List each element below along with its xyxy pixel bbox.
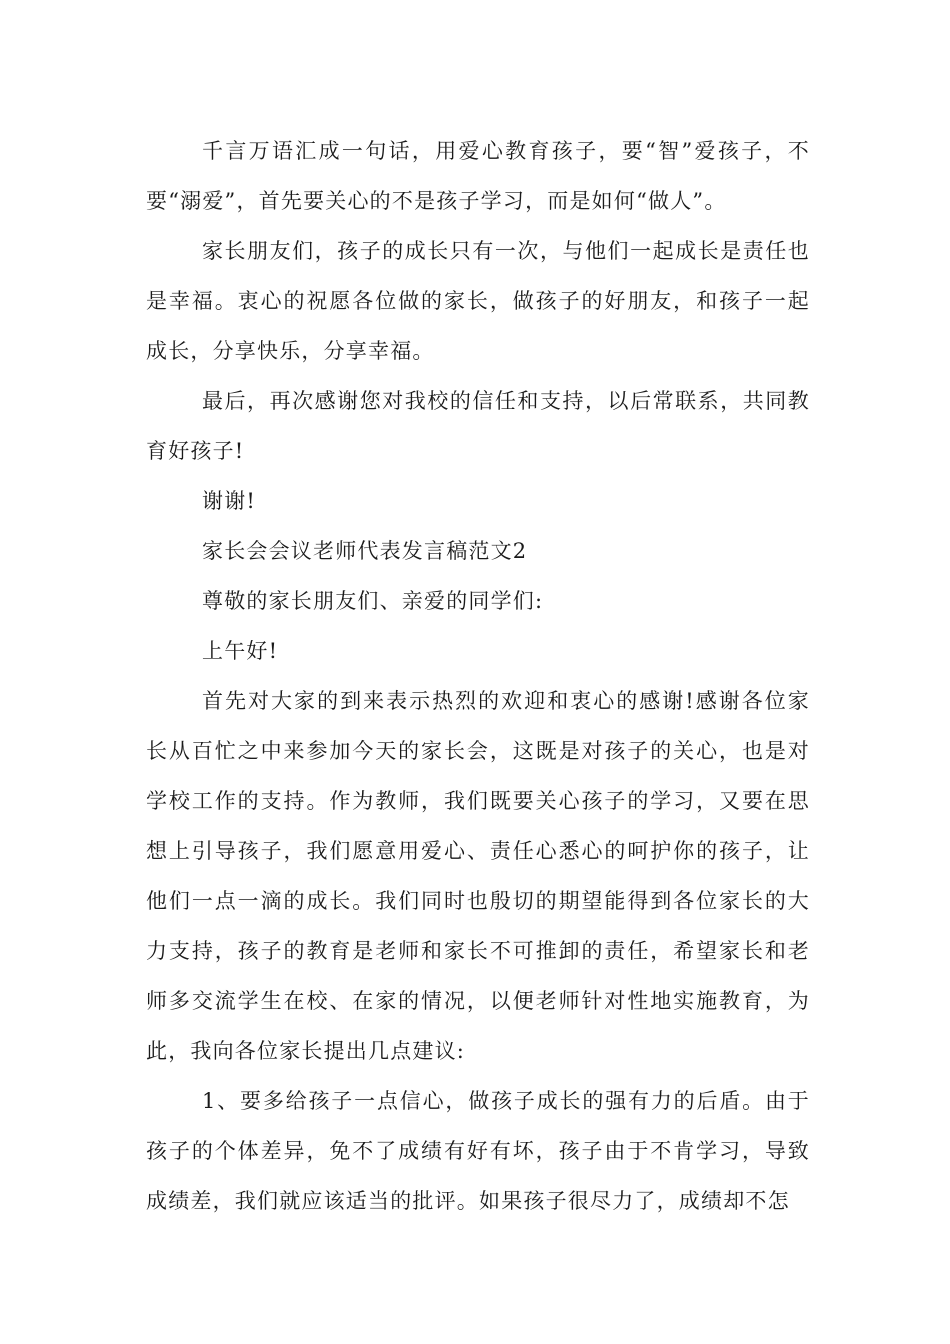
salutation: 尊敬的家长朋友们、亲爱的同学们:: [202, 589, 544, 613]
paragraph-thanks: 最后，再次感谢您对我校的信任和支持，以后常联系，共同教育好孩子!: [146, 389, 810, 463]
greeting: 上午好!: [202, 639, 279, 663]
paragraph-wishes: 家长朋友们，孩子的成长只有一次，与他们一起成长是责任也是幸福。衷心的祝愿各位做的家长，做孩子的好朋友，和孩子一起成长，分享快乐，分享幸福。: [146, 239, 810, 363]
paragraph-conclusion: 千言万语汇成一句话，用爱心教育孩子，要“智”爱孩子，不要“溺爱”，首先要关心的不是孩子学习，而是如何“做人”。: [146, 139, 810, 213]
paragraph-thank-you: 谢谢!: [202, 489, 257, 513]
paragraph-suggestion-1: 1、要多给孩子一点信心，做孩子成长的强有力的后盾。由于孩子的个体差异，免不了成绩有好有坏，孩子由于不肯学习，导致成绩差，我们就应该适当的批评。如果孩子很尽力了，成绩却不怎: [146, 1089, 810, 1213]
section-title: 家长会会议老师代表发言稿范文2: [202, 539, 528, 563]
paragraph-welcome: 首先对大家的到来表示热烈的欢迎和衷心的感谢!感谢各位家长从百忙之中来参加今天的家长会，这既是对孩子的关心，也是对学校工作的支持。作为教师，我们既要关心孩子的学习，又要在思想上引导孩子，我们愿意用爱心、责任心悉心的呵护你的孩子，让他们一点一滴的成长。我们同时也殷切的期望能得到各位家长的大力支持，孩子的教育是老师和家长不可推卸的责任，希望家长和老师多交流学生在校、在家的情况，以便老师针对性地实施教育，为此，我向各位家长提出几点建议:: [146, 689, 810, 1063]
